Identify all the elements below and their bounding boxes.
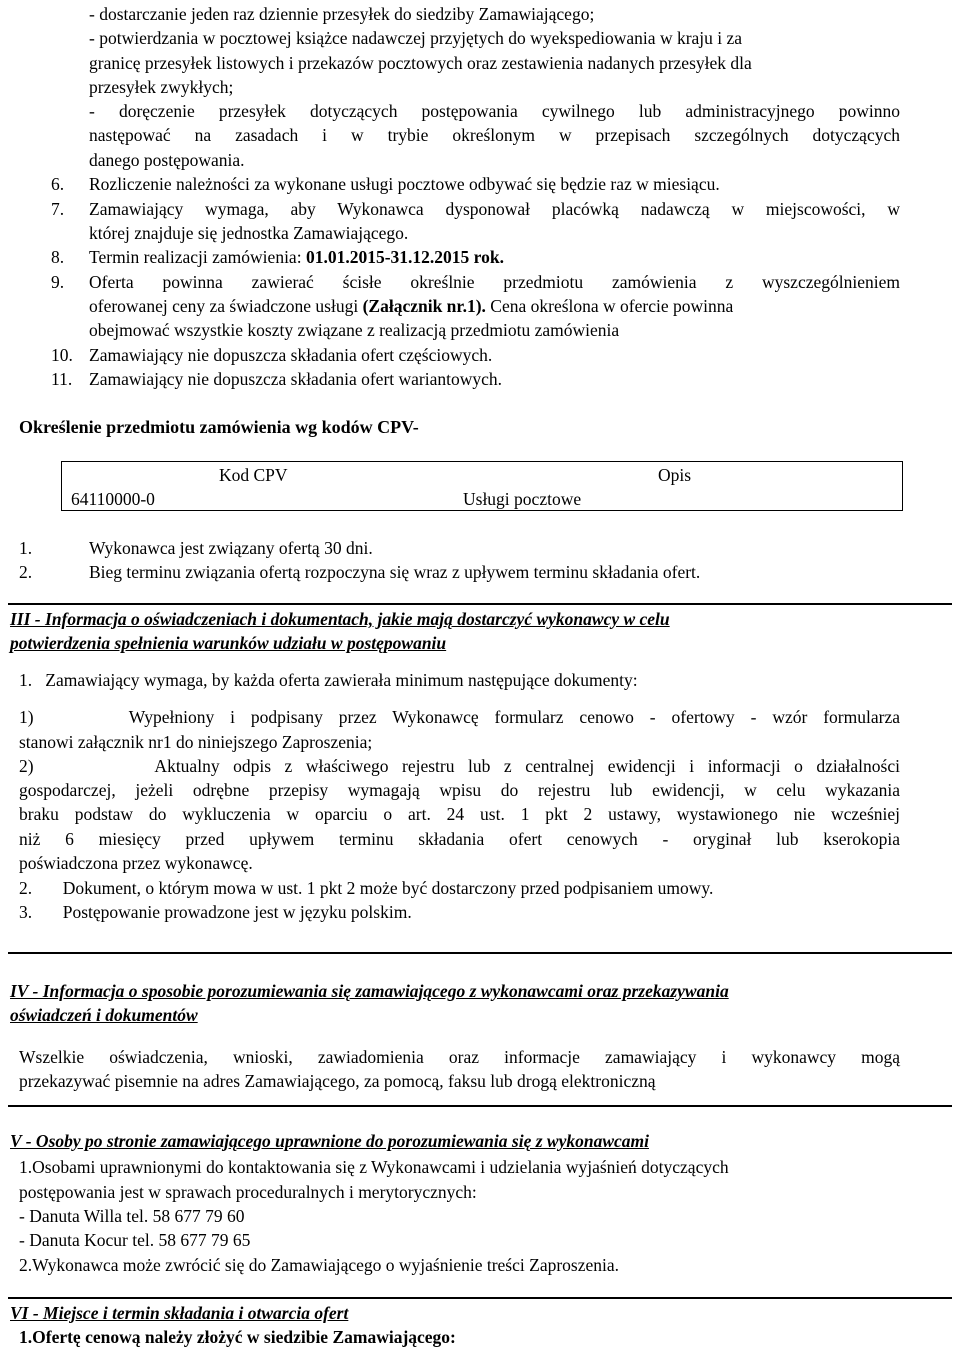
section-rule — [8, 952, 952, 954]
text-line: danego postępowania. — [89, 150, 245, 170]
item-text-part: Termin realizacji zamówienia: — [89, 247, 306, 267]
cpv-table — [61, 461, 903, 511]
doc-requirement: gospodarczej, jeżeli odrębne przepisy wymagają wpisu do rejestru lub ewidencji, w celu wykazania — [19, 780, 900, 800]
paragraph: 2.Wykonawca może zwrócić się do Zamawiającego o wyjaśnienie treści Zaproszenia. — [19, 1255, 620, 1275]
text-line: następować na zasadach i w trybie określonym w przepisach szczególnych dotyczących — [89, 125, 900, 145]
item-number: 6. — [51, 174, 65, 194]
item-text-part: Cena określona w ofercie powinna — [485, 296, 734, 316]
item-number: 7. — [51, 199, 65, 219]
text-line: granicę przesyłek listowych i przekazów pocztowych oraz zestawienia nadanych przesyłek dla — [89, 53, 752, 73]
section-rule — [8, 1105, 952, 1107]
item-text: Zamawiający wymaga, aby Wykonawca dysponował placówką nadawczą w miejscowości, w — [89, 199, 900, 219]
cpv-col-code: Kod CPV — [219, 465, 288, 485]
cpv-desc: Usługi pocztowe — [463, 489, 582, 509]
section-6-title: VI - Miejsce i termin składania i otwarcia ofert — [10, 1303, 349, 1323]
attachment-ref: (Załącznik nr.1). — [362, 296, 486, 316]
item-number: 10. — [51, 345, 73, 365]
text-line: - doręczenie przesyłek dotyczących postępowania cywilnego lub administracyjnego powinno — [89, 101, 900, 121]
item-text — [89, 245, 504, 270]
cpv-code: 64110000-0 — [71, 489, 155, 509]
contact-person: - Danuta Willa tel. 58 677 79 60 — [19, 1206, 245, 1226]
item-number: 2. — [19, 562, 33, 582]
item-text: której znajduje się jednostka Zamawiającego. — [89, 223, 409, 243]
section-4-title: IV - Informacja o sposobie porozumiewania się zamawiającego z wykonawcami oraz przekazywania — [10, 981, 729, 1001]
item-text: Bieg terminu związania ofertą rozpoczyna się wraz z upływem terminu składania ofert. — [89, 562, 701, 582]
item-number: 9. — [51, 272, 65, 292]
item-text: Zamawiający nie dopuszcza składania ofert częściowych. — [89, 345, 493, 365]
doc-requirement: 2. Dokument, o którym mowa w ust. 1 pkt 2 może być dostarczony przed podpisaniem umowy. — [19, 878, 714, 898]
item-text — [89, 294, 733, 319]
doc-requirement: poświadczona przez wykonawcę. — [19, 853, 253, 873]
text-line: - dostarczanie jeden raz dziennie przesyłek do siedziby Zamawiającego; — [89, 4, 595, 24]
cpv-col-desc: Opis — [658, 465, 692, 485]
item-number: 1. — [19, 538, 33, 558]
item-text: Rozliczenie należności za wykonane usługi pocztowe odbywać się będzie raz w miesiącu. — [89, 174, 720, 194]
item-text-part: oferowanej ceny za świadczone usługi — [89, 296, 363, 316]
section-rule — [8, 603, 952, 605]
paragraph: 1.Osobami uprawnionymi do kontaktowania się z Wykonawcami i udzielania wyjaśnień dotyczących — [19, 1157, 729, 1177]
cpv-heading: Określenie przedmiotu zamówienia wg kodów CPV- — [19, 417, 419, 437]
item-text: Zamawiający nie dopuszcza składania ofert wariantowych. — [89, 369, 503, 389]
doc-requirement: 1) Wypełniony i podpisany przez Wykonawcę formularz cenowo - ofertowy - wzór formularza — [19, 707, 900, 727]
item-text: Oferta powinna zawierać ścisłe określnie przedmiotu zamówienia z wyszczególnieniem — [89, 272, 900, 292]
contact-person: - Danuta Kocur tel. 58 677 79 65 — [19, 1230, 251, 1250]
contract-dates: 01.01.2015-31.12.2015 rok. — [305, 247, 504, 267]
item-text: Wykonawca jest związany ofertą 30 dni. — [89, 538, 373, 558]
section-rule — [8, 1297, 952, 1299]
section-4-title: oświadczeń i dokumentów — [10, 1005, 198, 1025]
text-line: przesyłek zwykłych; — [89, 77, 234, 97]
item-text: obejmować wszystkie koszty związane z realizacją przedmiotu zamówienia — [89, 320, 620, 340]
doc-requirement: 1. Zamawiający wymaga, by każda oferta zawierała minimum następujące dokumenty: — [19, 670, 638, 690]
doc-requirement: niż 6 miesięcy przed upływem terminu składania ofert cenowych - oryginał lub kserokopia — [19, 829, 900, 849]
doc-requirement: 2) Aktualny odpis z właściwego rejestru lub z centralnej ewidencji i informacji o działalności — [19, 756, 900, 776]
doc-requirement: stanowi załącznik nr1 do niniejszego Zaproszenia; — [19, 732, 373, 752]
section-5-title: V - Osoby po stronie zamawiającego uprawnione do porozumiewania się z wykonawcami — [10, 1131, 649, 1151]
paragraph: 1.Ofertę cenową należy złożyć w siedzibie Zamawiającego: — [19, 1327, 456, 1347]
paragraph: postępowania jest w sprawach proceduralnych i merytorycznych: — [19, 1182, 477, 1202]
item-number: 11. — [51, 369, 73, 389]
paragraph: Wszelkie oświadczenia, wnioski, zawiadomienia oraz informacje zamawiający i wykonawcy mogą — [19, 1047, 900, 1067]
doc-requirement: 3. Postępowanie prowadzone jest w języku polskim. — [19, 902, 412, 922]
item-number: 8. — [51, 247, 65, 267]
text-line: - potwierdzania w pocztowej książce nadawczej przyjętych do wyekspediowania w kraju i za — [89, 28, 743, 48]
section-3-title: III - Informacja o oświadczeniach i dokumentach, jakie mają dostarczyć wykonawcy w celu — [10, 609, 670, 629]
section-3-title: potwierdzenia spełnienia warunków udziału w postępowaniu — [10, 633, 447, 653]
paragraph: przekazywać pisemnie na adres Zamawiającego, za pomocą, faksu lub drogą elektroniczną — [19, 1071, 656, 1091]
doc-requirement: braku podstaw do wykluczenia w oparciu o art. 24 ust. 1 pkt 2 ustawy, wystawionego nie wcześniej — [19, 804, 900, 824]
